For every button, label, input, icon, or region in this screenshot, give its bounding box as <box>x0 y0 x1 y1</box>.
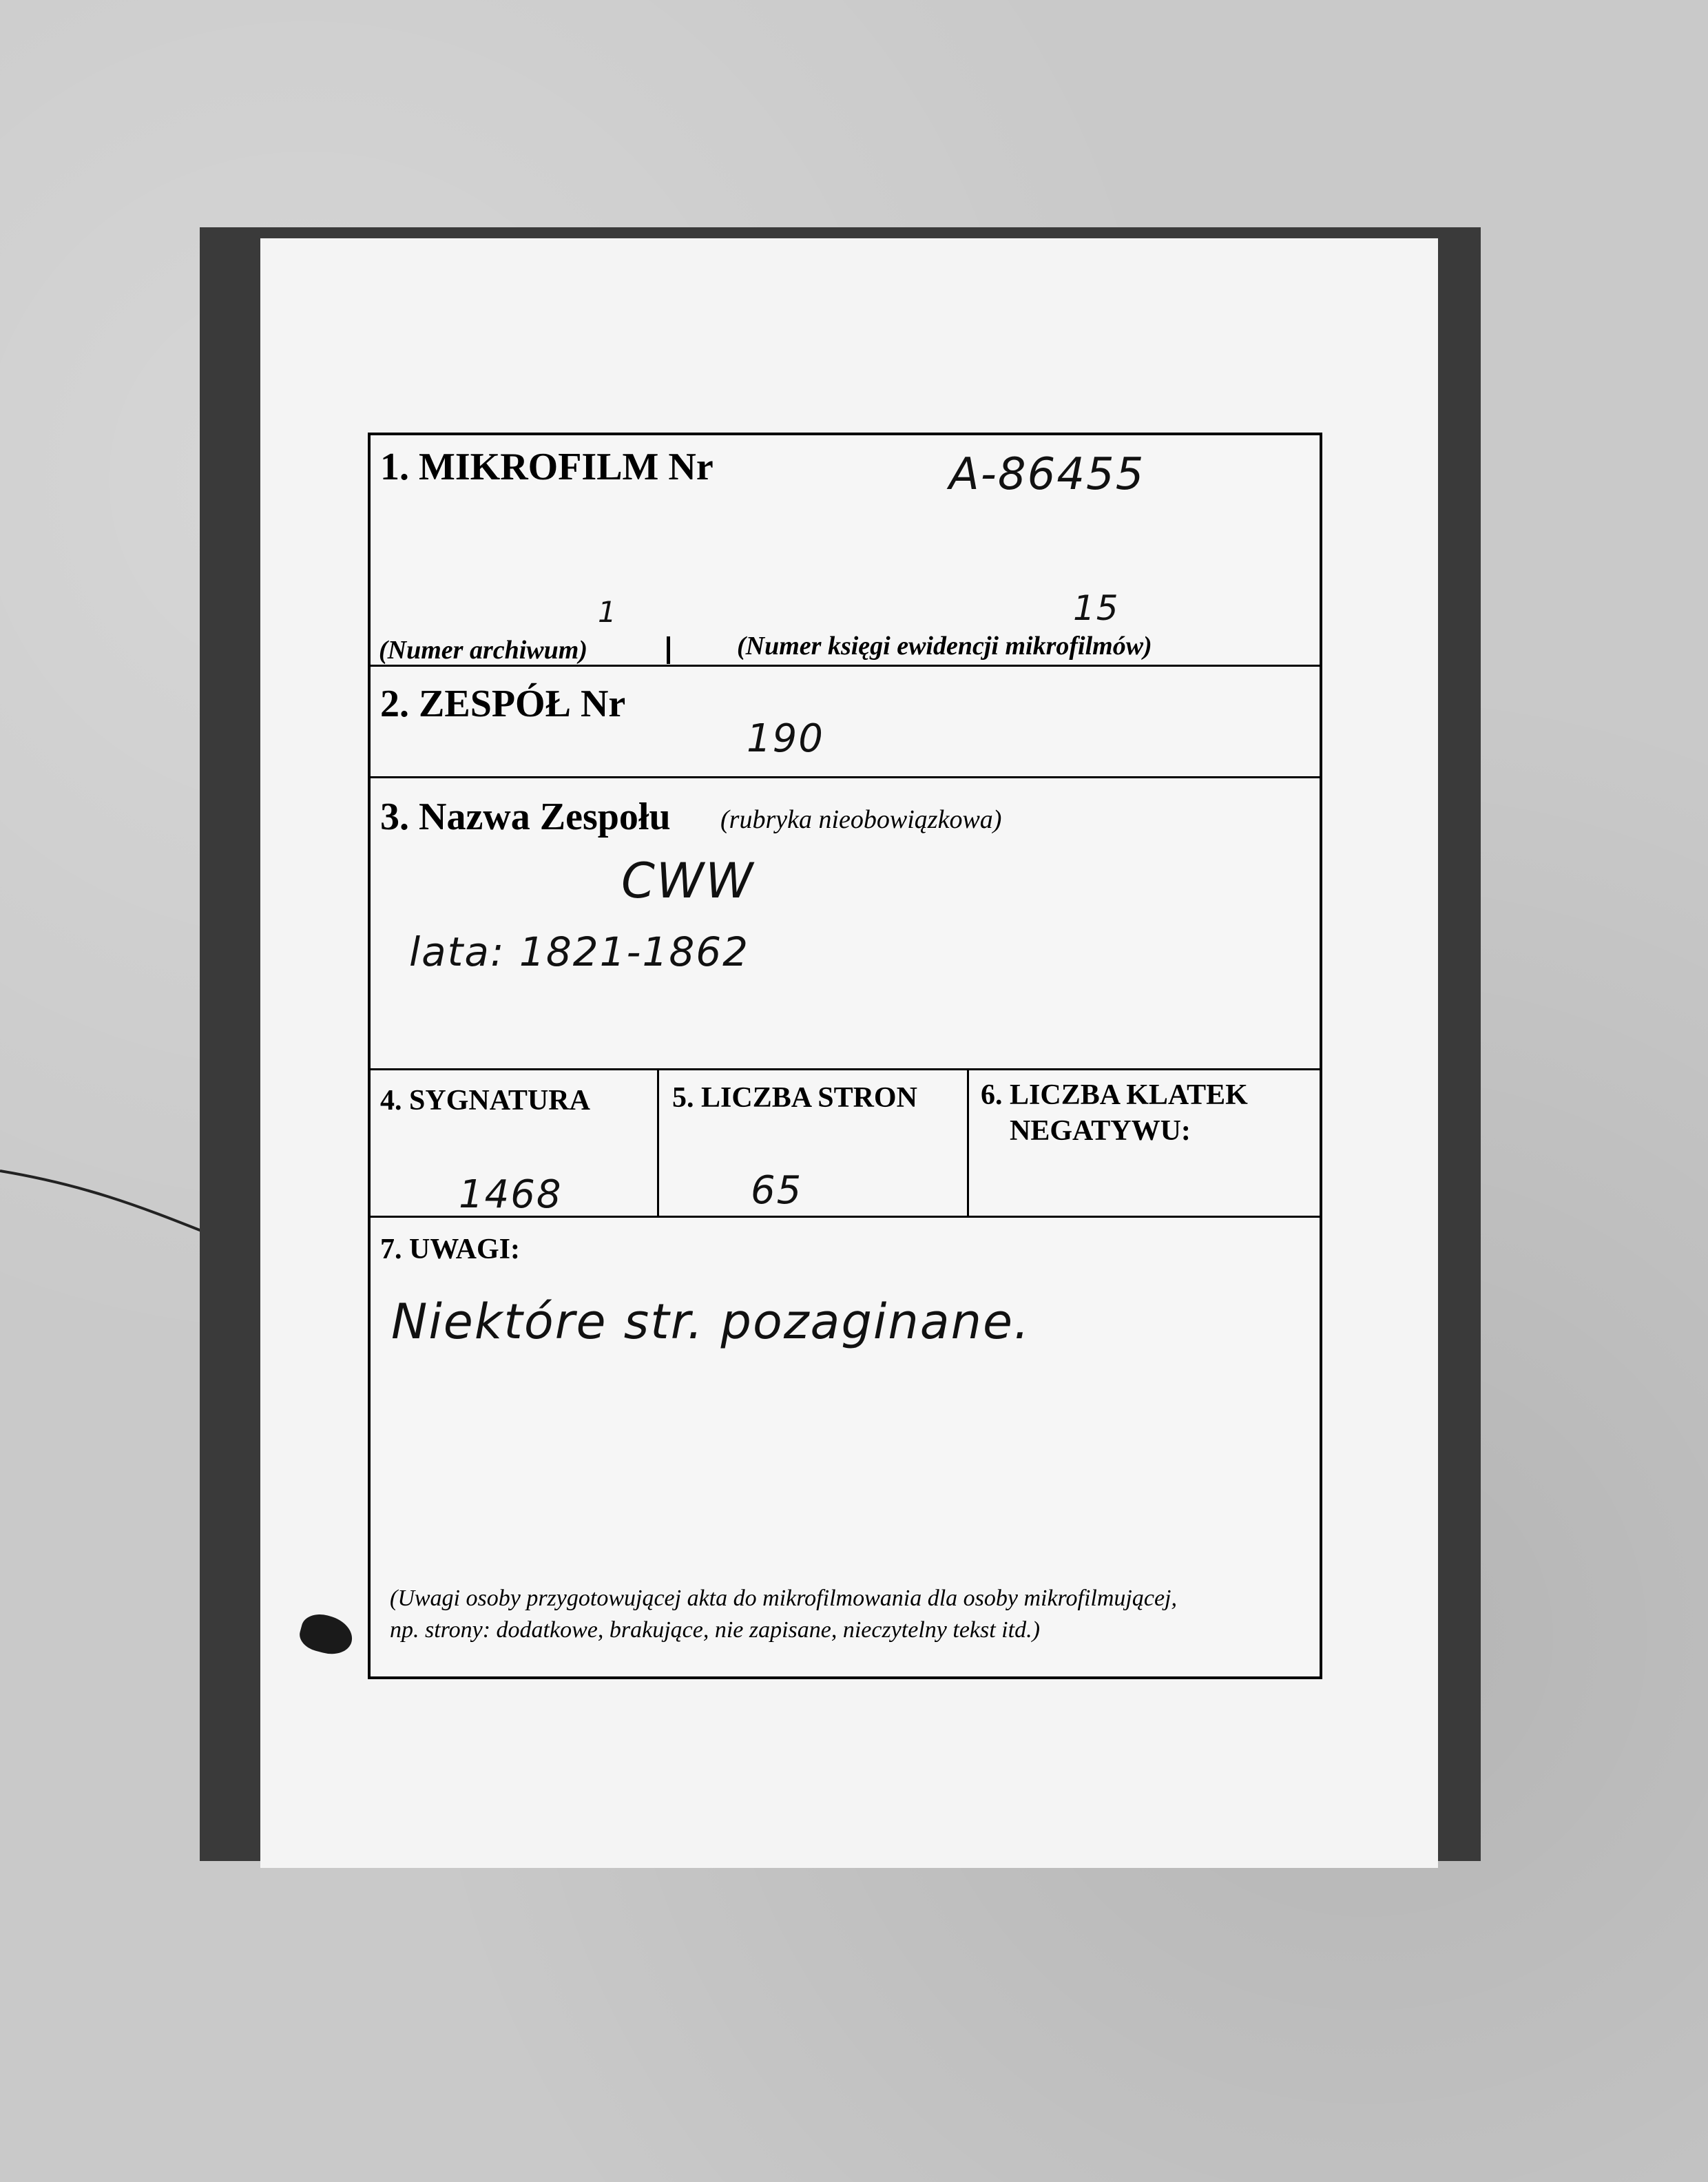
column-divider <box>657 1070 659 1216</box>
remarks-footnote-2: np. strony: dodatkowe, brakujące, nie zapisane, nieczytelny tekst itd.) <box>390 1617 1040 1643</box>
section-microfilm-number <box>371 435 1320 667</box>
fond-name-hint: (rubryka nieobowiązkowa) <box>720 805 1002 834</box>
fond-number-label: 2. ZESPÓŁ Nr <box>380 683 626 725</box>
remarks-label: 7. UWAGI: <box>380 1234 521 1265</box>
section-fond-number <box>371 667 1320 778</box>
microfilm-number-value: A-86455 <box>949 449 1145 500</box>
ledger-number-label: (Numer księgi ewidencji mikrofilmów) <box>737 632 1152 661</box>
fond-number-value: 190 <box>747 716 824 761</box>
fond-name-label: 3. Nazwa Zespołu <box>380 796 671 838</box>
negative-frames-label-2: NEGATYWU: <box>1010 1115 1191 1147</box>
signature-label: 4. SYGNATURA <box>380 1085 590 1116</box>
section-details <box>371 1070 1320 1218</box>
signature-value: 1468 <box>459 1172 563 1217</box>
fond-name-value: CWW <box>621 853 755 909</box>
archive-number-label: (Numer archiwum) <box>379 636 587 665</box>
column-divider <box>967 1070 969 1216</box>
negative-frames-label: 6. LICZBA KLATEK <box>981 1079 1248 1111</box>
remarks-footnote-1: (Uwagi osoby przygotowującej akta do mikrofilmowania dla osoby mikrofilmującej, <box>390 1586 1177 1611</box>
ledger-number-value: 15 <box>1073 588 1120 628</box>
page-count-label: 5. LICZBA STRON <box>672 1082 917 1114</box>
microfilm-number-label: 1. MIKROFILM Nr <box>380 446 714 488</box>
field-separator <box>667 636 670 664</box>
archive-number-value: 1 <box>598 595 618 629</box>
section-remarks <box>371 1218 1320 1676</box>
section-fond-name <box>371 778 1320 1070</box>
microfilm-form <box>368 433 1322 1679</box>
page-count-value: 65 <box>751 1168 803 1213</box>
fond-years-value: lata: 1821-1862 <box>409 928 750 975</box>
remarks-value: Niektóre str. pozaginane. <box>391 1293 1031 1350</box>
